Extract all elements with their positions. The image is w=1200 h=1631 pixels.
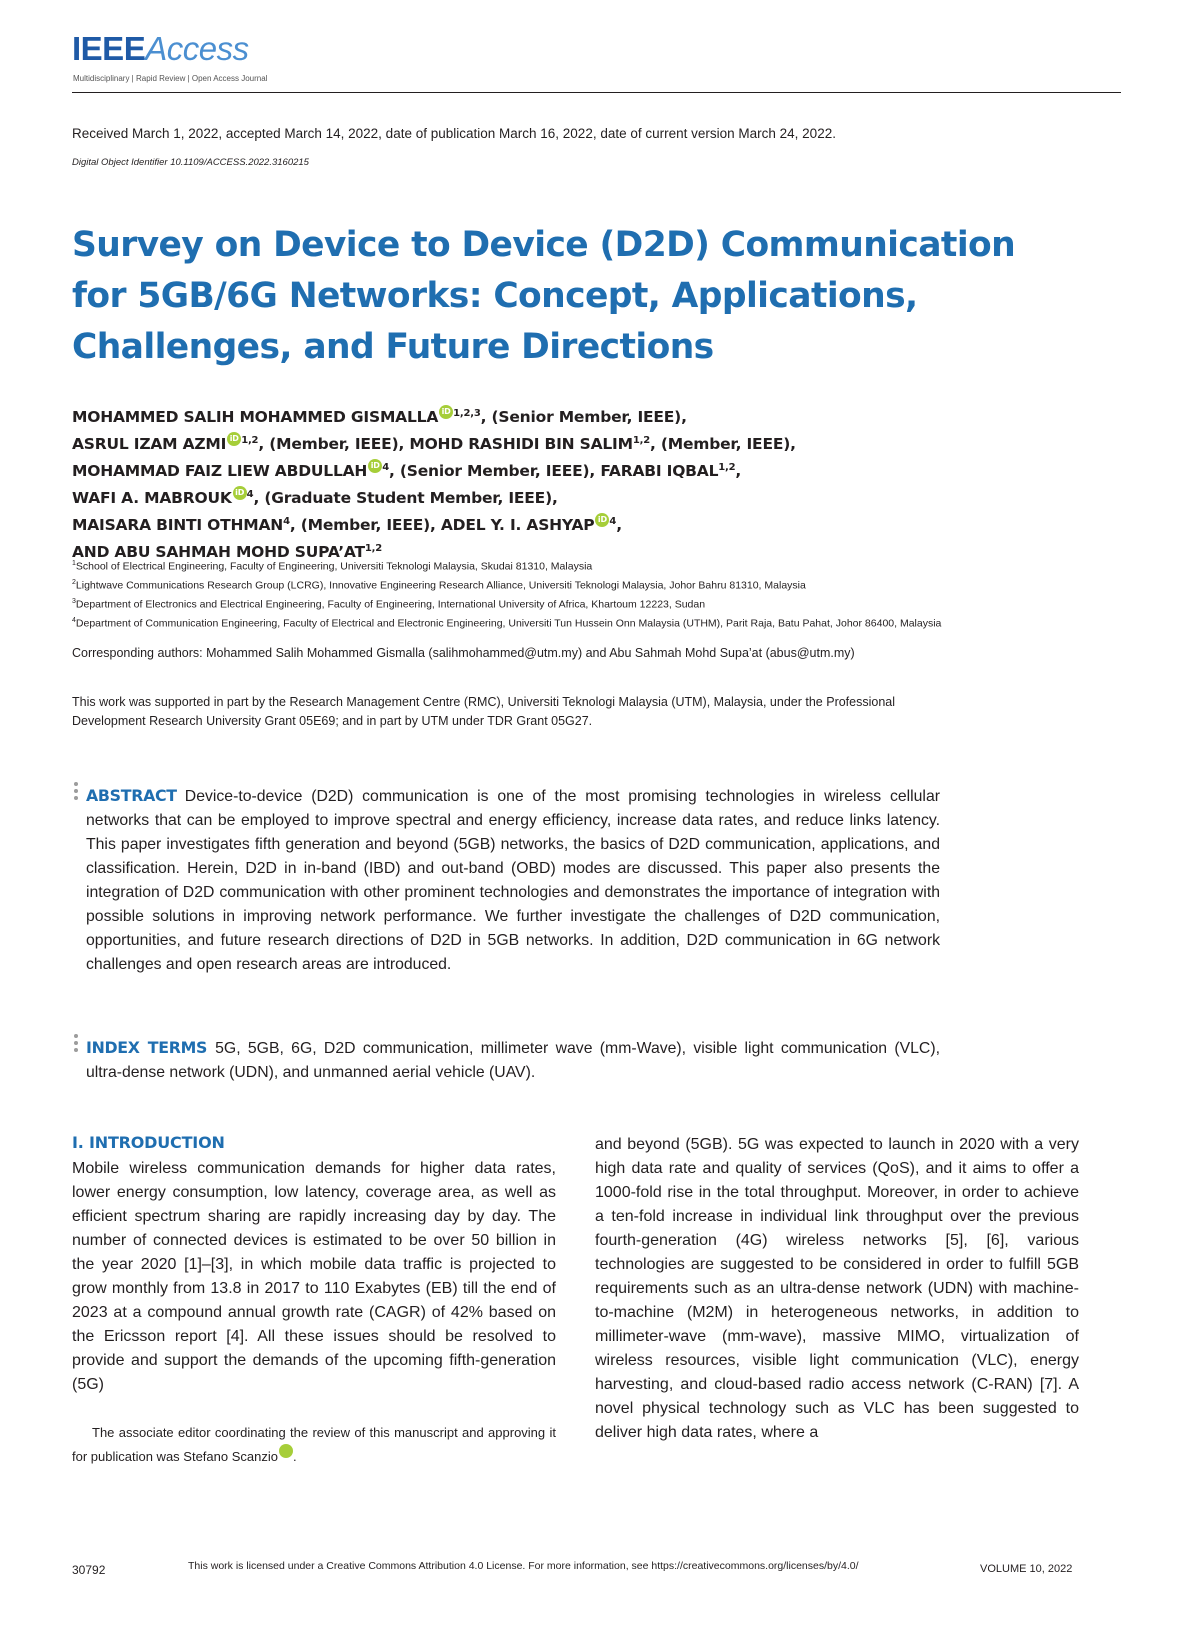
author-name: MOHAMMED SALIH MOHAMMED GISMALLA [72,408,439,426]
orcid-icon[interactable]: iD [279,1444,293,1458]
affiliation-marker: 4 [283,515,290,527]
abstract-text: Device-to-device (D2D) communication is one of the most promising technologies in wireless cellular networks that can be employed to improve spectral and energy efficiency, increase data rates, and reduce links latency. This paper investigates fifth generation and beyond (5GB) networks, the basics of D2D communication, applications, and classification. Herein, D2D in in-band (IBD) and out-band (OBD) modes are discussed. This paper also presents the integration of D2D communication with other prominent technologies and demonstrates the importance of integration with possible solutions in improving network performance. We further investigate the challenges of D2D communication, opportunities, and future research directions of D2D in 5GB networks. In addition, D2D communication in 6G network challenges and open research areas are introduced. [86,788,940,973]
orcid-icon[interactable]: iD [227,432,241,446]
index-terms-text: 5G, 5GB, 6G, D2D communication, millimeter wave (mm-Wave), visible light communication (VLC), ultra-dense network (UDN), and unmanned aerial vehicle (UAV). [86,1040,940,1081]
section-marker-icon [74,782,82,803]
author-name: ADEL Y. I. ASHYAP [440,516,595,534]
index-terms [86,1036,940,1085]
affiliation-number: 1 [72,560,76,567]
page-number: 30792 [72,1563,106,1577]
affiliation-text: Lightwave Communications Research Group (LCRG), Innovative Engineering Research Alliance, Universiti Teknologi Malaysia, Johor Bahru 81310, Malaysia [75,579,806,592]
affiliation-item [72,613,1132,632]
author-role: , (Graduate Student Member, IEEE), [253,489,558,507]
author-role: , [735,462,742,480]
affiliation-marker: 4 [246,488,254,500]
affiliation-marker: 1,2 [241,434,259,446]
abstract [86,784,940,977]
affiliation-marker: 4 [609,515,617,527]
title-line: Survey on Device to Device (D2D) Communication [72,225,1016,265]
header-divider [72,92,1121,93]
orcid-icon[interactable]: iD [439,405,453,419]
affiliation-item [72,575,1132,594]
section-heading: I. INTRODUCTION [72,1133,225,1152]
affiliation-number: 2 [72,579,76,586]
affiliation-marker: 1,2 [718,461,736,473]
author-name: AND ABU SAHMAH MOHD SUPA’AT [72,543,365,561]
title-line: for 5GB/6G Networks: Concept, Applications, [72,276,918,316]
abstract-label: ABSTRACT [86,786,177,805]
affiliation-number: 3 [72,598,76,605]
intro-right-column: and beyond (5GB). 5G was expected to launch in 2020 with a very high data rate and quality of services (QoS), and it aims to offer a 1000-fold rise in the total throughput. Moreover, in order to achieve a ten-fold increase in individual link throughput over the previous fourth-generation (4G) wireless networks [5], [6], various technologies are suggested to be considered in order to fulfill 5GB requirements such as an ultra-dense network (UDN) with machine-to-machine (M2M) in heterogeneous networks, in addition to millimeter-wave (mm-wave), massive MIMO, virtualization of wireless resources, visible light communication (VLC), energy harvesting, and cloud-based radio access network (C-RAN) [7]. A novel physical technology such as VLC has been suggested to deliver high data rates, where a [595,1136,1079,1441]
affiliation-marker: 1,2,3 [453,407,481,419]
logo-access-text: Access [145,30,249,67]
author-name: MOHAMMAD FAIZ LIEW ABDULLAH [72,462,368,480]
intro-left-column: Mobile wireless communication demands for higher data rates, lower energy consumption, low latency, coverage area, as well as efficient spectrum sharing are rapidly increasing day by day. The number of connected devices is estimated to be over 50 billion in the year 2020 [1]–[3], in which mobile data traffic is projected to grow monthly from 13.8 in 2017 to 110 Exabytes (EB) till the end of 2023 at a compound annual growth rate (CAGR) of 42% based on the Ericsson report [4]. All these issues should be resolved to provide and support the demands of the upcoming fifth-generation (5G) [72,1160,556,1393]
affiliation-item [72,594,1132,613]
author-name: MOHD RASHIDI BIN SALIM [409,435,633,453]
orcid-icon[interactable]: iD [595,513,609,527]
affiliation-marker: 1,2 [632,434,650,446]
author-list [72,404,1132,566]
author-role: , (Member, IEEE), [258,435,405,453]
logo-tagline: Multidisciplinary | Rapid Review | Open Access Journal [73,74,268,83]
index-terms-label: INDEX TERMS [86,1038,208,1057]
author-name: WAFI A. MABROUK [72,489,232,507]
orcid-icon[interactable]: iD [368,459,382,473]
logo-ieee-text: IEEE [72,30,146,67]
editor-footnote: The associate editor coordinating the review of this manuscript and approving it for publication was Stefano Scanzio iD. [72,1425,556,1464]
volume-label: VOLUME 10, 2022 [980,1563,1073,1575]
license-note: This work is licensed under a Creative Commons Attribution 4.0 License. For more information, see https://creativecommons.org/licenses/by/4.0/ [188,1560,859,1572]
journal-logo [72,30,292,90]
affiliation-number: 4 [72,617,76,624]
orcid-icon[interactable]: iD [233,486,247,500]
affiliation-text: School of Electrical Engineering, Faculty of Engineering, Universiti Teknologi Malaysia, Skudai 81310, Malaysia [75,560,593,573]
author-name: ASRUL IZAM AZMI [72,435,227,453]
section-marker-icon [74,1034,82,1055]
affiliations [72,556,1132,632]
title-line: Challenges, and Future Directions [72,327,714,367]
author-line [72,512,1132,539]
author-line [72,458,1132,485]
affiliation-marker: 4 [382,461,389,473]
author-name: MAISARA BINTI OTHMAN [72,516,284,534]
received-dates: Received March 1, 2022, accepted March 14, 2022, date of publication March 16, 2022, date of current version March 24, 2022. [72,126,836,141]
doi-line: Digital Object Identifier 10.1109/ACCESS.2022.3160215 [72,157,309,168]
author-name: FARABI IQBAL [600,462,719,480]
affiliation-text: Department of Electronics and Electrical Engineering, Faculty of Engineering, International University of Africa, Khartoum 12223, Sudan [75,598,706,611]
author-role: , (Senior Member, IEEE), [388,462,596,480]
paper-title [72,220,1072,373]
editor-note-text: The associate editor coordinating the review of this manuscript and approving it for publication was Stefano Scanzio [72,1425,556,1464]
affiliation-item [72,556,1132,575]
affiliation-text: Department of Communication Engineering, Faculty of Electrical and Electronic Engineering, Universiti Tun Hussein Onn Malaysia (UTHM), Parit Raja, Batu Pahat, Johor 86400, Malaysia [75,617,942,630]
corresponding-authors: Corresponding authors: Mohammed Salih Mohammed Gismalla (salihmohammed@utm.my) and Abu Sahmah Mohd Supa’at (abus@utm.my) [72,646,855,660]
author-role: , (Member, IEEE), [289,516,436,534]
author-role: , (Senior Member, IEEE), [480,408,687,426]
author-role: , (Member, IEEE), [649,435,796,453]
author-role: , [616,516,622,534]
author-line [72,431,1132,458]
author-line [72,485,1132,512]
affiliation-marker: 1,2 [364,542,383,554]
funding-note: This work was supported in part by the Research Management Centre (RMC), Universiti Teknologi Malaysia (UTM), Malaysia, under the Professional Development Research University Grant 05E69; and in part by UTM under TDR Grant 05G27. [72,695,896,728]
author-line [72,404,1132,431]
